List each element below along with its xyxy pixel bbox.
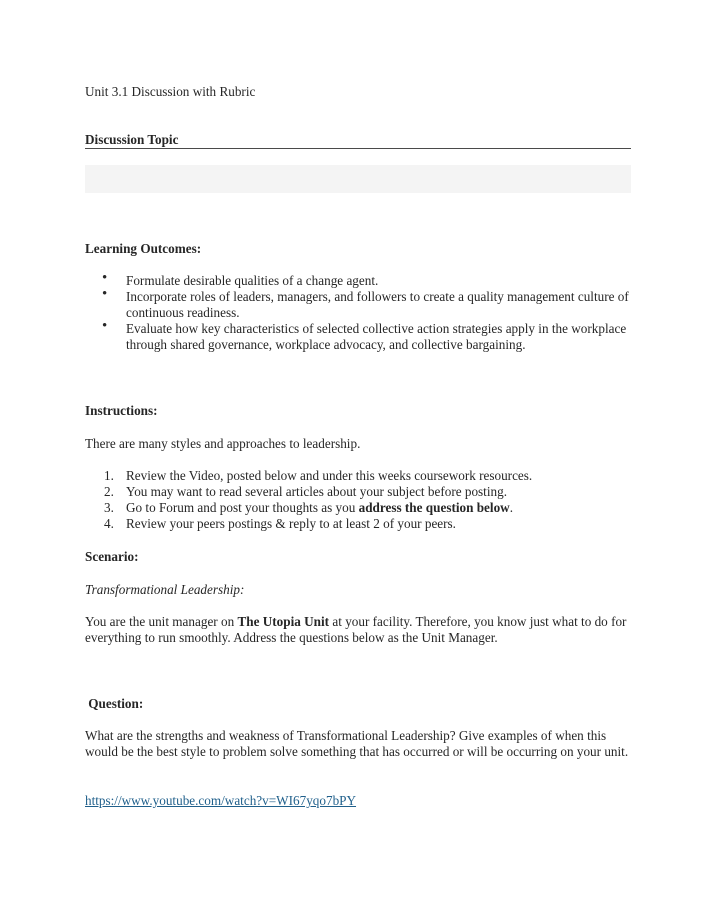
question-text: What are the strengths and weakness of Transformational Leadership? Give examples of when this would be the best style to problem solve something that has occurred or will be occurring on your unit. [85,728,629,759]
bullet-icon: • [102,318,108,334]
scenario-text-start: You are the unit manager on [85,614,238,629]
step-text: You may want to read several articles about your subject before posting. [126,484,507,499]
step-number: 3. [104,500,114,515]
step-number: 2. [104,484,114,499]
outcome-text: Formulate desirable qualities of a change agent. [126,273,379,288]
list-item [85,500,631,516]
outcome-text: Evaluate how key characteristics of selected collective action strategies apply in the workplace through shared governance, workplace advocacy, and collective bargaining. [126,321,627,352]
question-heading: Question: [85,696,144,711]
document-title: Unit 3.1 Discussion with Rubric [85,84,256,99]
list-item [85,516,631,532]
list-item [85,270,631,289]
instructions-heading: Instructions: [85,403,158,418]
scenario-subtitle: Transformational Leadership: [85,582,245,597]
step-number: 4. [104,516,114,531]
outcome-text: Incorporate roles of leaders, managers, and followers to create a quality management culture of continuous readiness. [126,289,629,320]
instructions-intro: There are many styles and approaches to leadership. [85,436,361,451]
discussion-topic-box [85,165,631,193]
video-link[interactable]: https://www.youtube.com/watch?v=WI67yqo7bPY [85,793,357,808]
list-item [85,286,631,321]
video-link-container [85,793,356,809]
scenario-heading: Scenario: [85,549,139,564]
learning-outcomes-heading: Learning Outcomes: [85,241,202,256]
step-text: Review your peers postings & reply to at least 2 of your peers. [126,516,456,531]
bullet-icon: • [102,286,108,302]
discussion-topic-heading: Discussion Topic [85,132,631,149]
instructions-steps-list [85,468,631,532]
step-text: Review the Video, posted below and under this weeks coursework resources. [126,468,533,483]
unit-name: The Utopia Unit [237,614,330,629]
bullet-icon: • [102,270,108,286]
list-item [85,318,631,353]
step-text-end: . [509,500,513,515]
scenario-text [85,614,631,646]
step-text-emphasis: address the question below [358,500,510,515]
list-item [85,484,631,500]
learning-outcomes-list [85,270,631,353]
scenario-text-end: at your facility. Therefore, you know just what to do for everything to run smoothly. Address the questions below as the Unit Manager. [85,614,627,645]
step-number: 1. [104,468,114,483]
step-text: Go to Forum and post your thoughts as you [126,500,359,515]
list-item [85,468,631,484]
